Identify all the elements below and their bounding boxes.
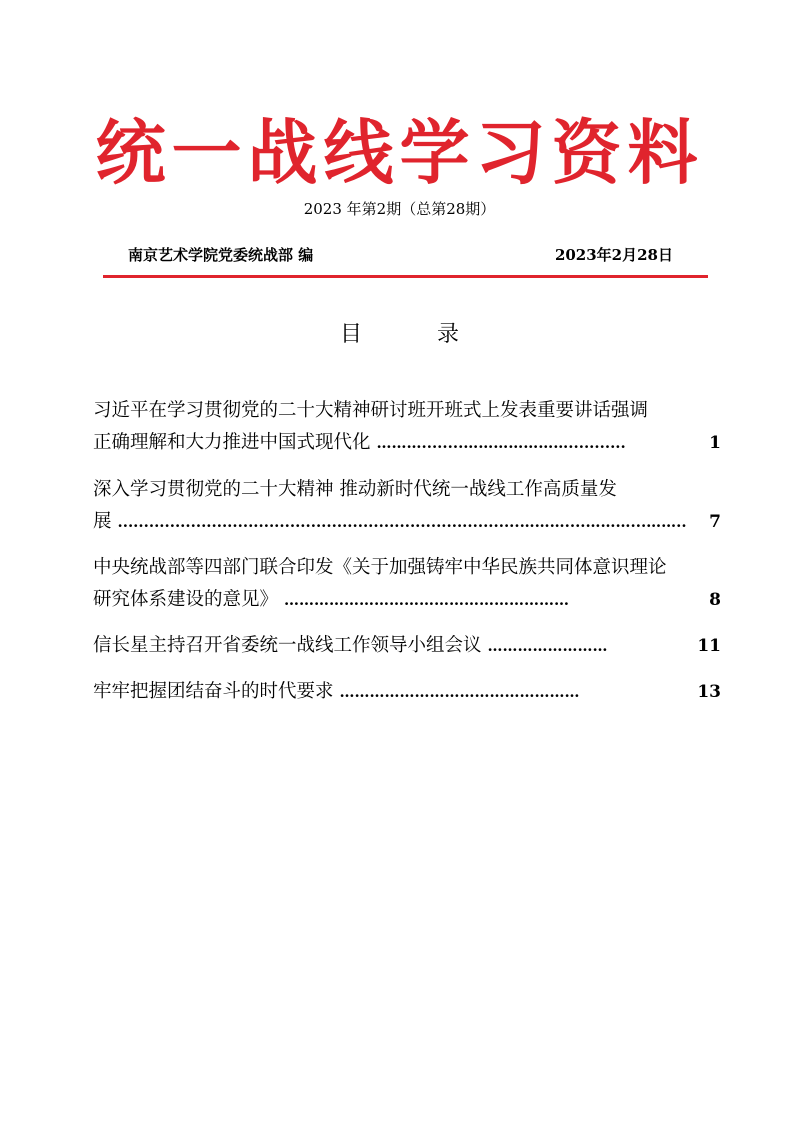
toc-entry-title-line2: 正确理解和大力推进中国式现代化 [93, 432, 371, 453]
toc-page-number: 11 [697, 636, 721, 656]
toc-entry-title-line2: 展 [93, 511, 112, 532]
table-of-contents [93, 395, 721, 708]
dot-leader: ………........…………………........... [376, 434, 626, 452]
editor-line: 南京艺术学院党委统战部 编 [128, 246, 314, 264]
toc-entry-title-line1: 习近平在学习贯彻党的二十大精神研讨班开班式上发表重要讲话强调 [93, 400, 649, 421]
toc-entry-title-line1: 深入学习贯彻党的二十大精神 推动新时代统一战线工作高质量发 [93, 479, 617, 500]
toc-entry-last-line [93, 630, 721, 662]
toc-heading: 目 录 [340, 322, 493, 347]
toc-entry-last-line [93, 506, 721, 538]
toc-entry-last-line [93, 584, 721, 616]
issue-number: 2023 年第2期（总第28期） [303, 200, 496, 218]
publication-date: 2023年2月28日 [554, 246, 673, 264]
toc-entry[interactable] [93, 552, 721, 616]
dot-leader: ………………………………………………… [284, 591, 570, 609]
toc-entry-title: 牢牢把握团结奋斗的时代要求 [93, 681, 334, 702]
dot-leader: .............................................................................………....………...…….. [117, 513, 687, 531]
toc-entry-title: 信长星主持召开省委统一战线工作领导小组会议 [93, 635, 482, 656]
toc-entry[interactable] [93, 395, 721, 459]
toc-page-number: 1 [709, 433, 721, 453]
toc-entry[interactable] [93, 630, 721, 662]
toc-entry-title-line1: 中央统战部等四部门联合印发《关于加强铸牢中华民族共同体意识理论 [93, 557, 667, 578]
toc-entry-title-line2: 研究体系建设的意见》 [93, 589, 279, 610]
toc-page-number: 8 [709, 590, 721, 610]
toc-page-number: 13 [697, 682, 721, 702]
toc-page-number: 7 [709, 512, 721, 532]
toc-entry[interactable] [93, 676, 721, 708]
toc-entry-last-line [93, 676, 721, 708]
dot-leader: …………………… [487, 637, 608, 655]
masthead-title: 统一战线学习资料 [95, 111, 704, 194]
dot-leader: ………………………………………… [339, 683, 580, 701]
toc-entry[interactable] [93, 474, 721, 538]
red-divider [103, 275, 708, 278]
toc-entry-last-line [93, 427, 721, 459]
